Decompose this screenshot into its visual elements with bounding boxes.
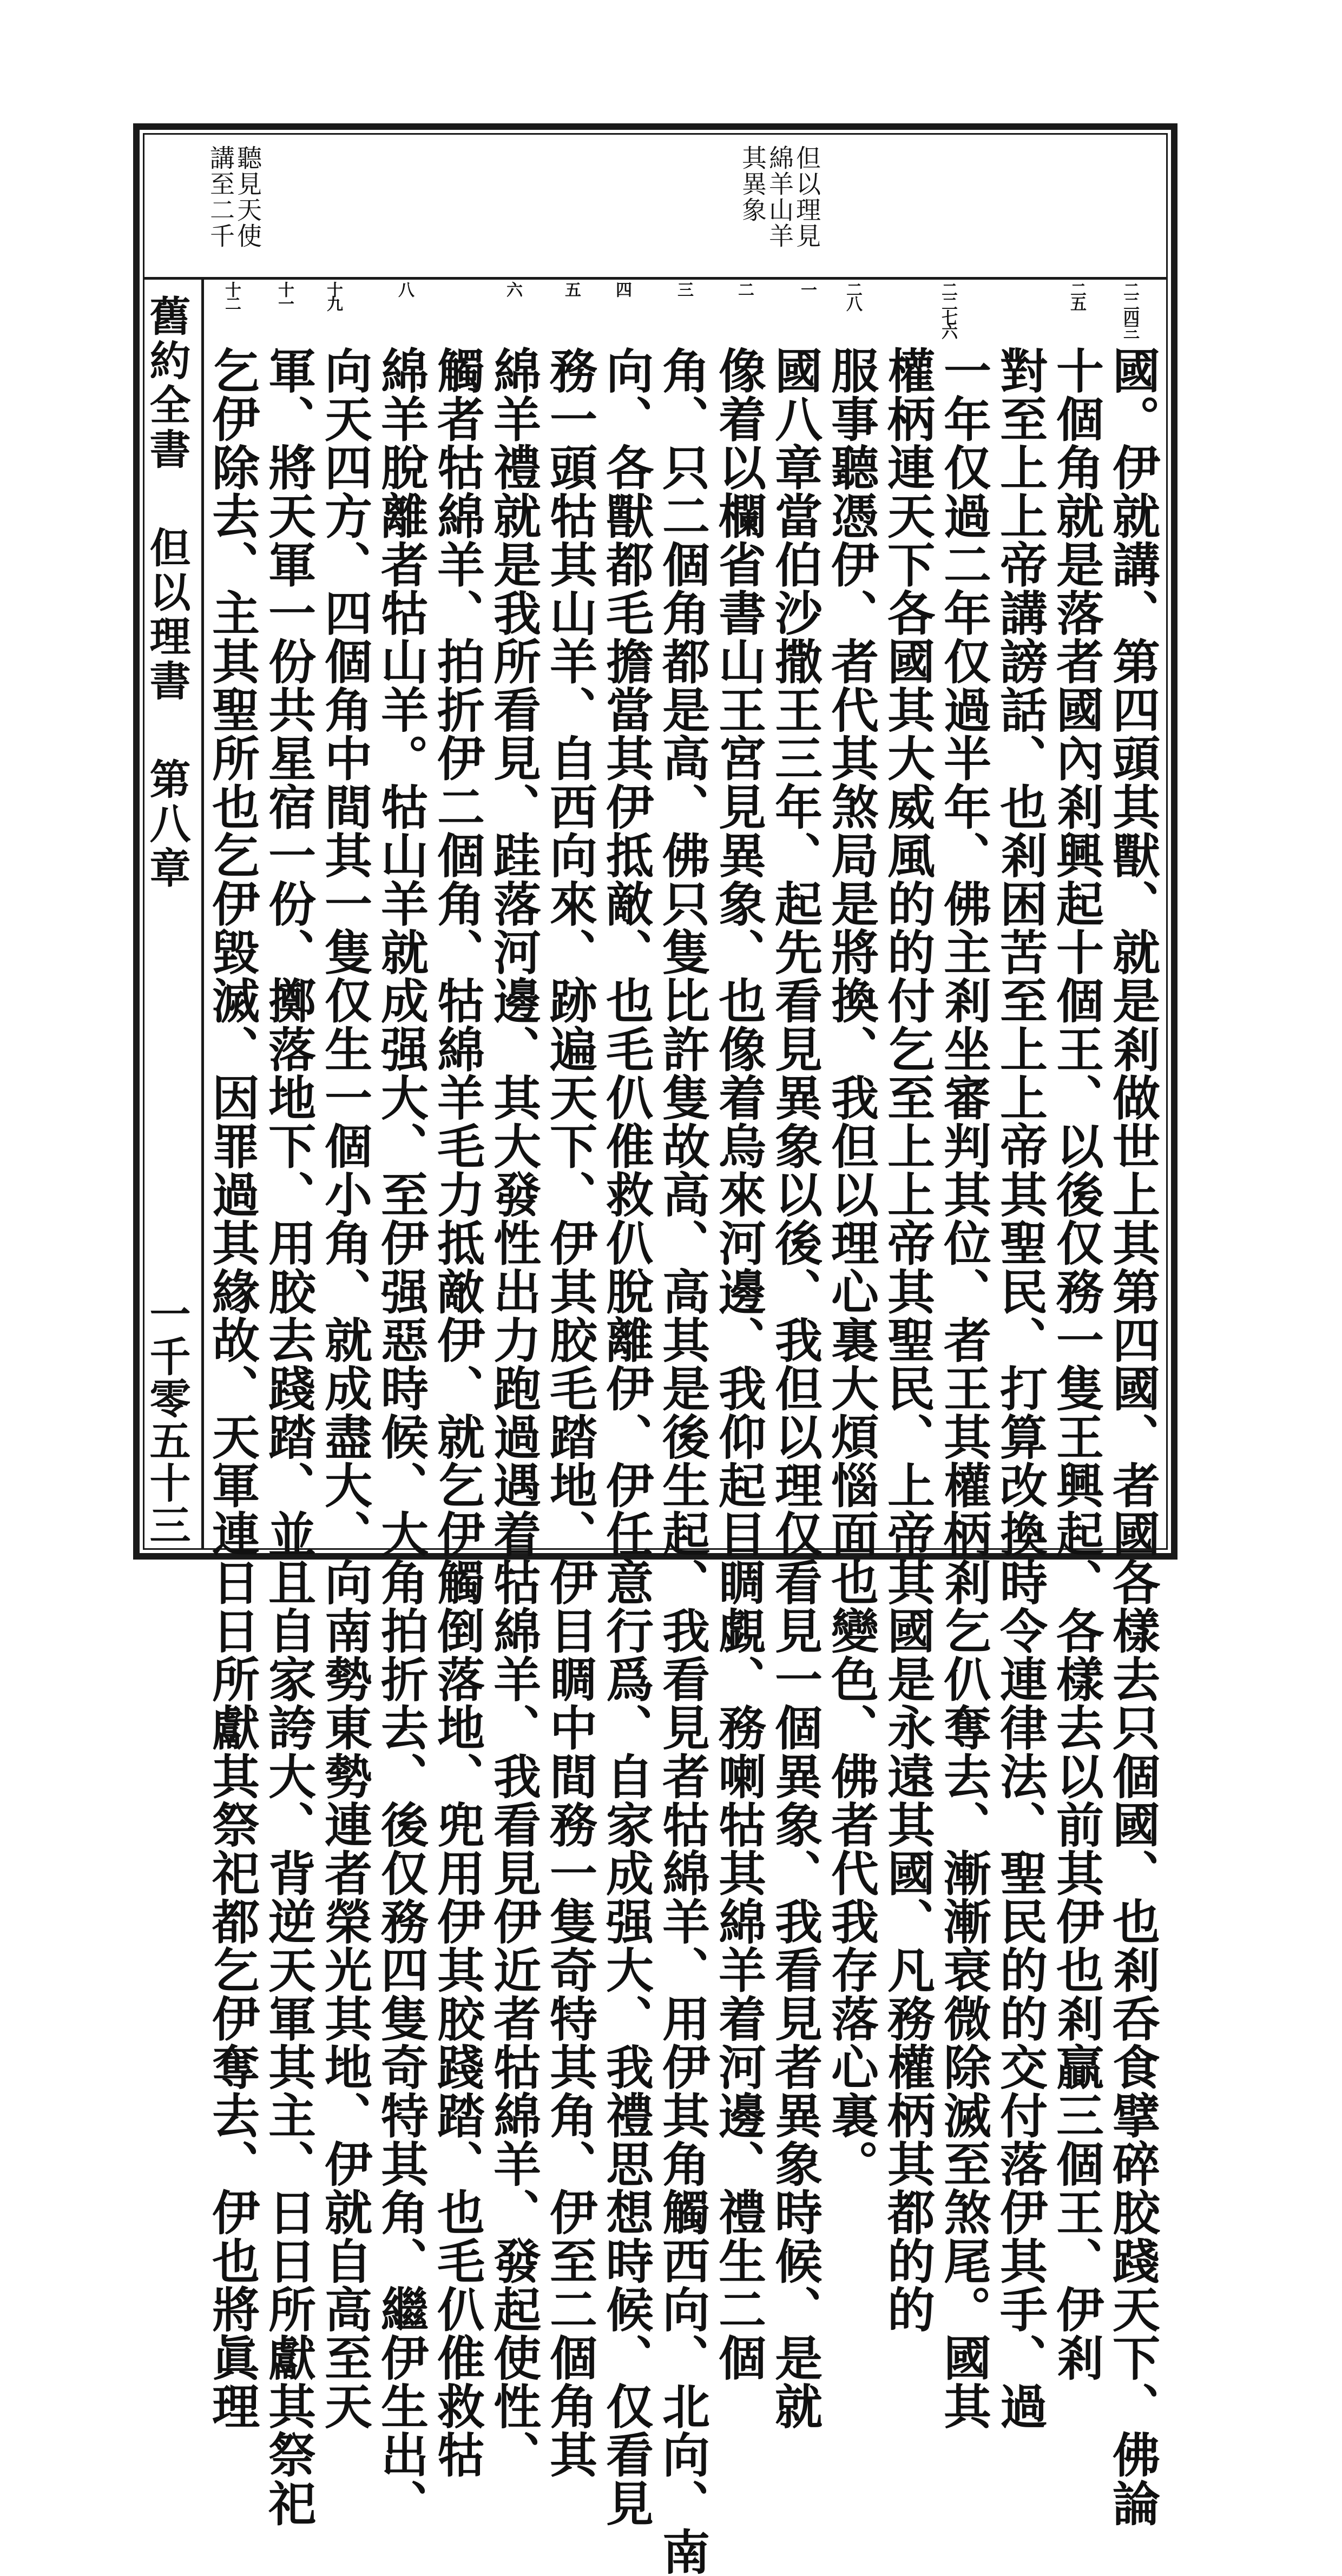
header-rule — [143, 277, 1168, 280]
text-column: 軍、將天軍一份共星宿一份、擲落地下、用胶去踐踏、並且自家誇大、背逆天軍其主、日日所獻其祭祀 — [261, 346, 317, 2527]
verse-marker: 三 — [674, 281, 693, 295]
verse-marker: 五 — [562, 281, 581, 295]
text-column: 向天四方、四個角中間其一隻仅生一個小角、就成盡大、向南勢東勢連者榮光其地、伊就自高至天 — [317, 346, 373, 2430]
verse-marker: 十九 — [324, 281, 343, 309]
verse-marker: 二八 — [843, 281, 862, 309]
header-note-line: 講至二千 — [206, 145, 235, 249]
verse-marker: 十一 — [275, 281, 294, 309]
text-column: 對至上上帝講謗話、也剎困苦至上上帝其聖民、打算改換時令連律法、聖民的的交付落伊其手、過 — [992, 346, 1049, 2430]
gutter-rule — [201, 277, 204, 1550]
verse-marker: 六 — [503, 281, 522, 295]
text-column: 乞伊除去、主其聖所也乞伊毀滅、因罪過其緣故、天軍連日日所獻其祭祀都乞伊奪去、伊也將眞理 — [205, 346, 261, 2430]
text-column: 一年仅過二年仅過半年、佛主剎坐審判其位、者王其權柄剎乞仈奪去、漸漸衰微除滅至煞尾。國其 — [936, 346, 992, 2430]
text-column: 角、只二個角都是高、佛只隻比許隻故高、高其是後生起、我看見者牯綿羊、用伊其角觸西向、北向、南 — [655, 346, 711, 2576]
header-note-line: 綿羊山羊 — [765, 145, 794, 249]
header-note-line: 但以理見 — [792, 145, 821, 249]
text-column: 綿羊脫離者牯山羊。牯山羊就成强大、至伊强惡時候、大角拍折去、後仅務四隻奇特其角、繼伊生出、 — [373, 346, 430, 2527]
page-number: 一千零五十三 — [143, 1293, 191, 1546]
book-name: 但以理書 — [143, 526, 191, 704]
text-column: 國八章當伯沙撒王三年、起先看見異象以後、我但以理仅看見一個異象、我看見者異象時候、是就 — [767, 346, 824, 2430]
header-note-line: 其異象 — [738, 145, 767, 223]
text-column: 像着以欄省書山王宮見異象、也像着烏來河邊、我仰起目睭覷、務喇牯其綿羊着河邊、禮生二個 — [711, 346, 767, 2382]
header-note — [207, 145, 261, 249]
chapter-label: 第八章 — [143, 758, 191, 891]
verse-marker: 八 — [395, 281, 414, 295]
text-column: 綿羊禮就是我所看見、跬落河邊、其大發性出力跑過遇着牯綿羊、我看見伊近者牯綿羊、發起使性、 — [486, 346, 542, 2479]
text-column: 服事聽憑伊、者代其煞局是將換、我但以理心裏大煩惱面也變色、佛者代我存落心裏。 — [824, 346, 880, 2188]
text-column: 國。伊就講、第四頭其獸、就是剎做世上其第四國、者國各樣去只個國、也剎呑食擘碎胶踐天下、佛論 — [1105, 346, 1161, 2527]
book-title: 舊約全書 — [143, 295, 191, 472]
text-column: 向、各獸都毛擔當其伊抵敵、也毛仈倠救仈脫離伊、伊任意行爲、自家成强大、我禮思想時候、仅看見 — [598, 346, 655, 2527]
verse-marker: 一 — [798, 281, 817, 295]
verse-marker: 四 — [613, 281, 631, 295]
running-head — [143, 295, 191, 891]
header-note — [739, 145, 820, 249]
verse-marker: 二五 — [1067, 281, 1086, 309]
verse-marker: 二二七六 — [938, 281, 957, 338]
text-column: 務一頭牯其山羊、自西向來、跡遍天下、伊其胶毛踏地、伊目睭中間務一隻奇特其角、伊至二個角其 — [542, 346, 598, 2479]
text-column: 十個角就是落者國內剎興起十個王、以後仅務一隻王興起、各樣去以前其伊也剎贏三個王、伊剎 — [1049, 346, 1105, 2382]
verse-marker: 十二 — [222, 281, 241, 309]
verse-marker: 二二四三 — [1120, 281, 1139, 338]
header-note-line: 聽見天使 — [233, 145, 262, 249]
text-column: 觸者牯綿羊、拍折伊二個角、牯綿羊毛力抵敵伊、就乞伊觸倒落地、兜用伊其胶踐踏、也毛仈倠救牯 — [430, 346, 486, 2479]
text-column: 權柄連天下各國其大威風的的付乞至上上帝其聖民、上帝其國是永遠其國、凡務權柄其都的的 — [880, 346, 936, 2334]
verse-marker: 二 — [735, 281, 754, 295]
